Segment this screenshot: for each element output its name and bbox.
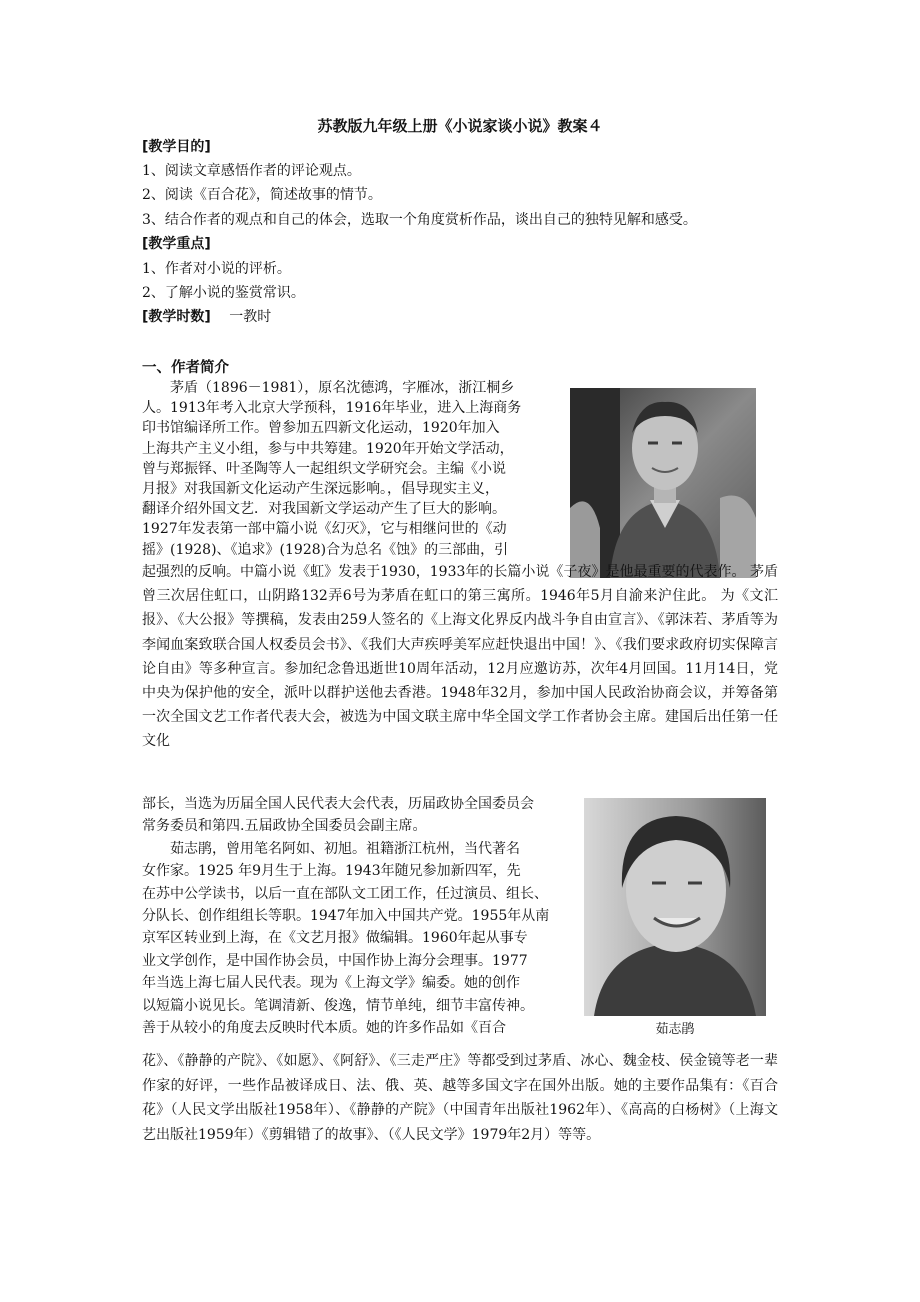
bio-line: 印书馆编译所工作。曾参加五四新文化运动，1920年加入: [142, 420, 500, 437]
bio-line: 善于从较小的角度去反映时代本质。她的许多作品如《百合: [142, 1020, 506, 1037]
bio-line: 月报》对我国新文化运动产生深远影响。，倡导现实主义，: [142, 481, 499, 498]
bio-line: 女作家。1925 年9月生于上海。1943年随兄参加新四军，先: [142, 863, 521, 880]
bio-line: 茅盾（1896－1981），原名沈德鸿，字雁冰，浙江桐乡: [170, 380, 515, 396]
objective-item: 3、结合作者的观点和自己的体会，选取一个角度赏析作品，谈出自己的独特见解和感受。: [142, 212, 697, 228]
bio-paragraph: 起强烈的反响。中篇小说《虹》发表于1930，1933年的长篇小说《子夜》是他最重要的代表作。 茅盾曾三次居住虹口，山阴路132弄6号为茅盾在虹口的第三寓所。1946年5月自渝来沪住此。 为《文汇报》、《大公报》等撰稿，发表由259人签名的《上海文化界反内战斗争自由宣言》、《郭沫若、茅盾等为李闻血案致联合国人权委员会书》、《我们大声疾呼美军应赶快退出中国！》、《我们要求政府切实保障言论自由》等多种宣言。参加纪念鲁迅逝世10周年活动，12月应邀访苏，次年4月回国。11月14日，党中央为保护他的安全，派叶以群护送他去香港。1948年32月，参加中国人民政治协商会议，并筹备第一次全国文艺工作者代表大会，被选为中国文联主席中华全国文学工作者协会主席。建国后出任第一任文化: [142, 564, 778, 750]
ru-zhijuan-photo: [584, 798, 766, 1016]
ru-zhijuan-bio-bottom: [142, 1049, 778, 1147]
objectives-heading: [教学目的]: [142, 139, 211, 155]
bio-line: 曾与郑振铎、叶圣陶等人一起组织文学研究会。主编《小说: [142, 460, 506, 477]
mao-dun-bio-middle: [142, 560, 778, 754]
bio-line: 1927年发表第一部中篇小说《幻灭》，它与相继问世的《动: [142, 521, 507, 538]
mao-dun-bio-top: [142, 378, 567, 560]
bio-line: 分队长、创作组组长等职。1947年加入中国共产党。1955年从南: [142, 908, 550, 925]
bio-paragraph: 花》、《静静的产院》、《如愿》、《阿舒》、《三走严庄》等都受到过茅盾、冰心、魏金枝、侯金镜等老一辈作家的好评，一些作品被译成日、法、俄、英、越等多国文字在国外出版。她的主要作品集有：《百合花》（人民文学出版社1958年）、《静静的产院》（中国青年出版社1962年）、《高高的白杨树》（上海文艺出版社1959年）《剪辑错了的故事》、（《人民文学》1979年2月）等等。: [142, 1053, 778, 1143]
document-title: 苏教版九年级上册《小说家谈小说》教案４: [317, 117, 603, 135]
key-point-item: 1、作者对小说的评析。: [142, 261, 291, 277]
objective-item: 2、阅读《百合花》，简述故事的情节。: [142, 187, 382, 203]
duration-line: [142, 307, 271, 327]
bio-line: 翻译介绍外国文艺．对我国新文学运动产生了巨大的影响。: [142, 501, 506, 518]
bio-line: 京军区转业到上海，在《文艺月报》做编辑。1960年起从事专: [142, 930, 528, 947]
bio-line: 在苏中公学读书，以后一直在部队文工团工作，任过演员、组长、: [142, 885, 548, 902]
key-point-item: 2、了解小说的鉴赏常识。: [142, 285, 305, 301]
bio-line: 以短篇小说见长。笔调清新、俊逸，情节单纯，细节丰富传神。: [142, 997, 534, 1014]
duration-heading: [教学时数]: [142, 309, 211, 325]
bio-line: 业文学创作，是中国作协会员，中国作协上海分会理事。1977: [142, 952, 528, 969]
bio-line: 人。1913年考入北京大学预科，1916年毕业，进入上海商务: [142, 400, 522, 417]
bio-line: 摇》(1928)、《追求》(1928)合为总名《蚀》的三部曲，引: [142, 541, 509, 558]
bio-line: 部长，当选为历届全国人民代表大会代表，历届政协全国委员会: [142, 796, 534, 812]
bio-line: 常务委员和第四.五届政协全国委员会副主席。: [142, 818, 427, 835]
duration-value: 一教时: [229, 309, 272, 325]
objective-item: 1、阅读文章感悟作者的评论观点。: [142, 163, 361, 179]
ru-zhijuan-photo-caption: 茹志鹃: [655, 1022, 695, 1037]
ru-zhijuan-bio-top: [142, 793, 580, 1039]
mao-dun-photo: [570, 388, 756, 578]
bio-line: 上海共产主义小组，参与中共筹建。1920年开始文学活动，: [142, 440, 514, 457]
bio-line: 年当选上海七届人民代表。现为《上海文学》编委。她的创作: [142, 975, 520, 992]
bio-line: 茹志鹃，曾用笔名阿如、初旭。祖籍浙江杭州，当代著名: [170, 840, 520, 857]
key-points-heading: [教学重点]: [142, 236, 211, 252]
section-heading: 一、作者简介: [142, 360, 229, 376]
